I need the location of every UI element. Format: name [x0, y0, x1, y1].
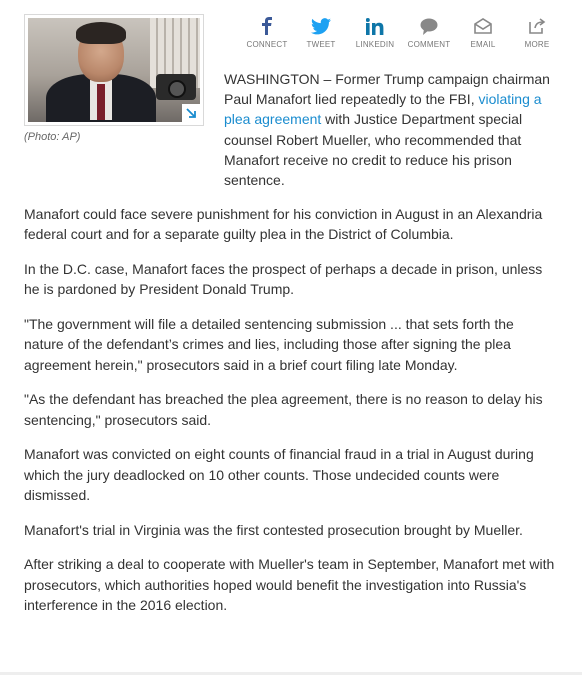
photo-caption: (Photo: AP): [24, 131, 81, 143]
article-paragraph: After striking a deal to cooperate with Mueller's team in September, Manafort met with prosecutors, which authorities hoped would benefit the investigation into Russia's interference in the 2016 election.: [24, 556, 555, 613]
share-facebook-label: CONNECT: [246, 40, 288, 49]
comment-icon: [420, 16, 438, 36]
share-email-button[interactable]: [456, 16, 510, 49]
linkedin-icon: [366, 16, 384, 36]
article-paragraph: "The government will file a detailed sentencing submission ... that sets forth the nature of the defendant’s crimes and lies, including those after signing the plea agreement herein," prosecutors said in a brief court filing late Monday.: [24, 316, 514, 373]
article-lead-paragraph: [24, 69, 556, 190]
share-facebook-button[interactable]: [240, 16, 294, 49]
share-twitter-button[interactable]: [294, 16, 348, 49]
share-more-label: MORE: [524, 40, 550, 49]
article-paragraph: In the D.C. case, Manafort faces the prospect of perhaps a decade in prison, unless he is pardoned by President Donald Trump.: [24, 261, 543, 298]
share-email-label: EMAIL: [470, 40, 496, 49]
article-paragraph: Manafort was convicted on eight counts of financial fraud in a trial in August during which the jury deadlocked on 10 other counts. Those undecided counts were dismissed.: [24, 446, 534, 503]
share-twitter-label: TWEET: [306, 40, 336, 49]
facebook-icon: [260, 16, 274, 36]
article-paragraph: "As the defendant has breached the plea agreement, there is no reason to delay his sentencing," prosecutors said.: [24, 391, 543, 428]
share-comment-label: COMMENT: [407, 40, 451, 49]
article-paragraph: Manafort's trial in Virginia was the first contested prosecution brought by Mueller.: [24, 521, 523, 538]
photo-figure-hair: [76, 22, 126, 44]
share-comment-button[interactable]: [402, 16, 456, 49]
share-more-icon: [529, 16, 546, 36]
share-linkedin-button[interactable]: [348, 16, 402, 49]
lead-text-end: with Justice Department special counsel Robert Mueller, who recommended that Manafort receive no credit to reduce his prison sentence.: [224, 111, 523, 189]
plea-agreement-link[interactable]: violating a plea agreement: [224, 91, 542, 128]
lead-text-start: WASHINGTON – Former Trump campaign chairman Paul Manafort lied repeatedly to the FBI,: [224, 71, 550, 108]
twitter-icon: [311, 16, 331, 36]
share-more-button[interactable]: [510, 16, 564, 49]
share-linkedin-label: LINKEDIN: [355, 40, 395, 49]
share-bar: [240, 16, 564, 49]
email-icon: [474, 16, 492, 36]
article-body: [24, 69, 556, 630]
article-paragraph: Manafort could face severe punishment for his conviction in August in an Alexandria federal court and for a separate guilty plea in the District of Columbia.: [24, 206, 543, 243]
